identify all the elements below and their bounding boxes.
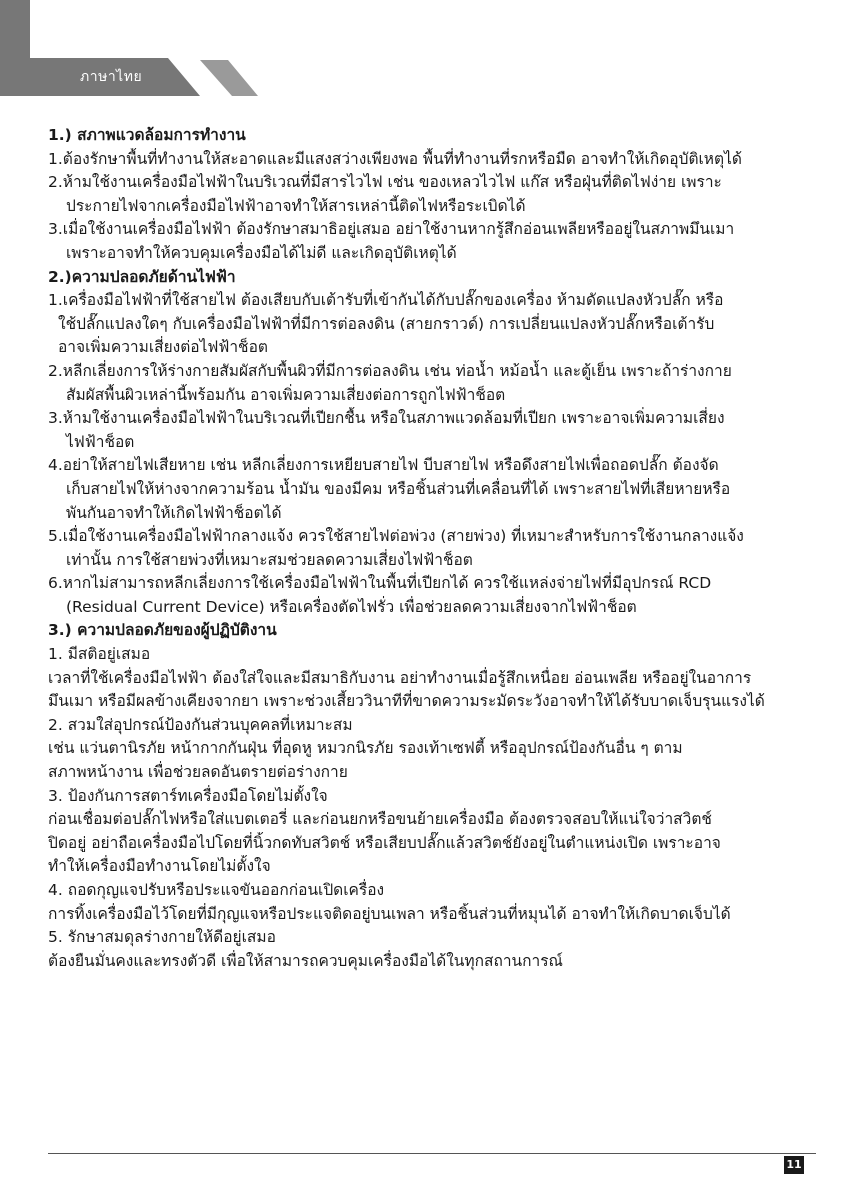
text-line: สัมผัสพื้นผิวเหล่านี้พร้อมกัน อาจเพิ่มความเสี่ยงต่อการถูกไฟฟ้าช็อต [66,385,506,404]
subheading: 4. ถอดกุญแจปรับหรือประแจขันออกก่อนเปิดเครื่อง [48,881,385,899]
text-line: 4.อย่าให้สายไฟเสียหาย เช่น หลีกเลี่ยงการเหยียบสายไฟ บีบสายไฟ หรือดึงสายไฟเพื่อถอดปลั๊ก ต้องจัด [48,456,719,475]
text-line: ไฟฟ้าช็อต [66,432,135,451]
subheading: 2. สวมใส่อุปกรณ์ป้องกันส่วนบุคคลที่เหมาะสม [48,715,353,734]
section-heading: 2.)ความปลอดภัยด้านไฟฟ้า [48,267,236,286]
footer-divider [48,1153,816,1154]
subheading: 1. มีสติอยู่เสมอ [48,645,151,664]
text-line: เวลาที่ใช้เครื่องมือไฟฟ้า ต้องใส่ใจและมีสมาธิกับงาน อย่าทำงานเมื่อรู้สึกเหนื่อย อ่อนเพลีย หรืออยู่ในอาการ [48,668,752,687]
text-line: 3.เมื่อใช้งานเครื่องมือไฟฟ้า ต้องรักษาสมาธิอยู่เสมอ อย่าใช้งานหากรู้สึกอ่อนเพลียหรืออยู่ในสภาพมึนเมา [48,220,735,239]
text-line: เพราะอาจทำให้ควบคุมเครื่องมือได้ไม่ดี และเกิดอุบัติเหตุได้ [66,243,457,262]
text-line: (Residual Current Device) หรือเครื่องตัดไฟรั่ว เพื่อช่วยลดความเสี่ยงจากไฟฟ้าช็อต [66,597,637,616]
text-line: มึนเมา หรือมีผลข้างเคียงจากยา เพราะช่วงเสี้ยววินาทีที่ขาดความระมัดระวังอาจทำให้ได้รับบาดเจ็บรุนแรงได้ [48,692,765,711]
text-line: พันกันอาจทำให้เกิดไฟฟ้าช็อตได้ [66,503,282,522]
text-line: ต้องยืนมั่นคงและทรงตัวดี เพื่อให้สามารถควบคุมเครื่องมือได้ในทุกสถานการณ์ [48,951,563,970]
text-line: สภาพหน้างาน เพื่อช่วยลดอันตรายต่อร่างกาย [48,763,348,782]
text-line: ทำให้เครื่องมือทำงานโดยไม่ตั้งใจ [48,857,271,876]
safety-content [48,124,818,973]
text-line: 2.หลีกเลี่ยงการให้ร่างกายสัมผัสกับพื้นผิวที่มีการต่อลงดิน เช่น ท่อน้ำ หม้อน้ำ และตู้เย็น เพราะถ้าร่างกาย [48,361,732,380]
subheading: 5. รักษาสมดุลร่างกายให้ดีอยู่เสมอ [48,928,276,947]
text-line: ก่อนเชื่อมต่อปลั๊กไฟหรือใส่แบตเตอรี่ และก่อนยกหรือขนย้ายเครื่องมือ ต้องตรวจสอบให้แน่ใจว่าสวิตช์ [48,810,712,829]
text-line: เท่านั้น การใช้สายพ่วงที่เหมาะสมช่วยลดความเสี่ยงไฟฟ้าช็อต [66,550,473,569]
text-line: 1.เครื่องมือไฟฟ้าที่ใช้สายไฟ ต้องเสียบกับเต้ารับที่เข้ากันได้กับปลั๊กของเครื่อง ห้ามดัดแปลงหัวปลั๊ก หรือ [48,291,724,310]
text-line: 2.ห้ามใช้งานเครื่องมือไฟฟ้าในบริเวณที่มีสารไวไฟ เช่น ของเหลวไวไฟ แก๊ส หรือฝุ่นที่ติดไฟง่าย เพราะ [48,173,722,192]
text-line: เช่น แว่นตานิรภัย หน้ากากกันฝุ่น ที่อุดหู หมวกนิรภัย รองเท้าเซฟตี้ หรืออุปกรณ์ป้องกันอื่น ๆ ตาม [48,739,683,758]
page-number: 11 [784,1156,804,1174]
section-heading: 1.) สภาพแวดล้อมการทำงาน [48,126,246,144]
text-line: การทิ้งเครื่องมือไว้โดยที่มีกุญแจหรือประแจติดอยู่บนเพลา หรือชิ้นส่วนที่หมุนได้ อาจทำให้เกิดบาดเจ็บได้ [48,904,731,923]
text-line: อาจเพิ่มความเสี่ยงต่อไฟฟ้าช็อต [58,338,268,357]
language-label: ภาษาไทย [80,69,143,85]
text-line: ปิดอยู่ อย่าถือเครื่องมือไปโดยที่นิ้วกดทับสวิตช์ หรือเสียบปลั๊กแล้วสวิตช์ยังอยู่ในตำแหน่งเปิด เพราะอาจ [48,833,721,852]
language-tab [0,0,260,96]
subheading: 3. ป้องกันการสตาร์ทเครื่องมือโดยไม่ตั้งใจ [48,786,328,805]
text-line: เก็บสายไฟให้ห่างจากความร้อน น้ำมัน ของมีคม หรือชิ้นส่วนที่เคลื่อนที่ได้ เพราะสายไฟที่เสียหายหรือ [66,479,731,498]
section-heading: 3.) ความปลอดภัยของผู้ปฏิบัติงาน [48,621,277,640]
text-line: 3.ห้ามใช้งานเครื่องมือไฟฟ้าในบริเวณที่เปียกชื้น หรือในสภาพแวดล้อมที่เปียก เพราะอาจเพิ่มความเสี่ยง [48,409,725,428]
text-line: 6.หากไม่สามารถหลีกเลี่ยงการใช้เครื่องมือไฟฟ้าในพื้นที่เปียกได้ ควรใช้แหล่งจ่ายไฟที่มีอุปกรณ์ RCD [48,574,712,593]
text-line: ประกายไฟจากเครื่องมือไฟฟ้าอาจทำให้สารเหล่านี้ติดไฟหรือระเบิดได้ [66,196,526,215]
text-line: 5.เมื่อใช้งานเครื่องมือไฟฟ้ากลางแจ้ง ควรใช้สายไฟต่อพ่วง (สายพ่วง) ที่เหมาะสำหรับการใช้งานกลางแจ้ง [48,527,744,546]
text-line: ใช้ปลั๊กแปลงใดๆ กับเครื่องมือไฟฟ้าที่มีการต่อลงดิน (สายกราวด์) การเปลี่ยนแปลงหัวปลั๊กหรือเต้ารับ [58,314,715,333]
text-line: 1.ต้องรักษาพื้นที่ทำงานให้สะอาดและมีแสงสว่างเพียงพอ พื้นที่ทำงานที่รกหรือมืด อาจทำให้เกิดอุบัติเหตุได้ [48,149,742,168]
